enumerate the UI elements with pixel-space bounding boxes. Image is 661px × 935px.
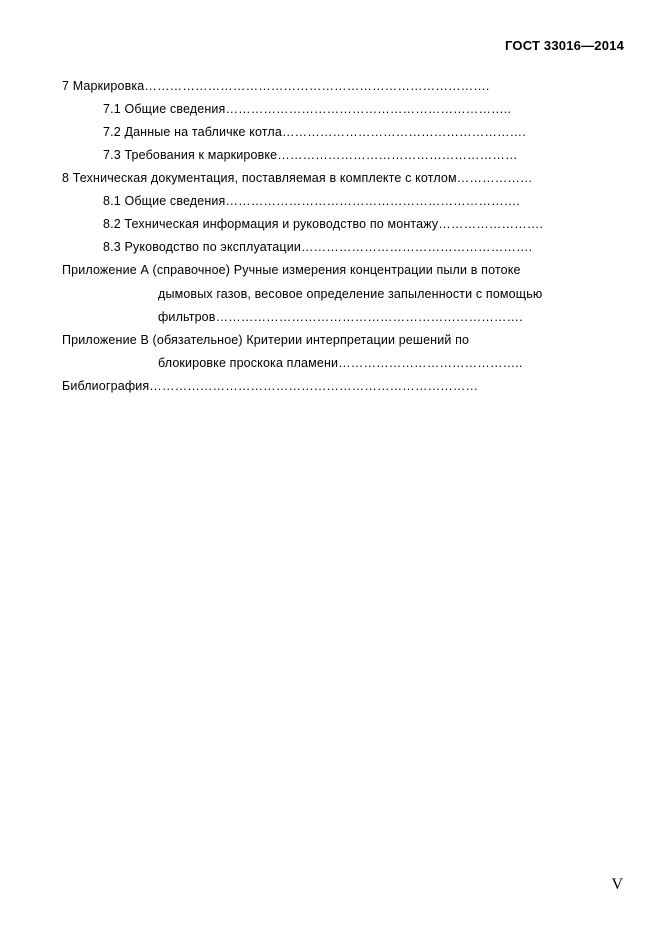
toc-entry-appendix-b: Приложение В (обязательное) Критерии интерпретации решений по bbox=[62, 333, 470, 347]
toc-entry-section-7-1: 7.1 Общие сведения………………………………………………………….. bbox=[103, 102, 511, 116]
toc-entry-appendix-a-continued: фильтров………………………………………………………………. bbox=[158, 310, 523, 324]
toc-entry-appendix-b-continued: блокировке проскока пламени…………………………………….. bbox=[158, 356, 523, 370]
toc-entry-appendix-a: Приложение А (справочное) Ручные измерения концентрации пыли в потоке bbox=[62, 263, 521, 277]
page-number: V bbox=[611, 876, 623, 893]
toc-entry-section-7-2: 7.2 Данные на табличке котла…………………………………………………. bbox=[103, 125, 526, 139]
toc-entry-section-7-3: 7.3 Требования к маркировке………………………………………………… bbox=[103, 148, 518, 162]
toc-entry-bibliography: Библиография…………………………………………………………………… bbox=[62, 379, 479, 393]
toc-entry-section-8-2: 8.2 Техническая информация и руководство по монтажу……………………. bbox=[103, 217, 544, 231]
toc-entry-appendix-a-continued: дымовых газов, весовое определение запыленности с помощью bbox=[158, 287, 543, 301]
toc-entry-section-8-1: 8.1 Общие сведения……………………………………………………………. bbox=[103, 194, 521, 208]
toc-entry-section-7: 7 Маркировка………………………………………………………………………. bbox=[62, 79, 490, 93]
toc-entry-section-8-3: 8.3 Руководство по эксплуатации………………………………………………. bbox=[103, 240, 533, 254]
document-code-header: ГОСТ 33016—2014 bbox=[505, 38, 624, 53]
toc-entry-section-8: 8 Техническая документация, поставляемая в комплекте с котлом……………… bbox=[62, 171, 533, 185]
